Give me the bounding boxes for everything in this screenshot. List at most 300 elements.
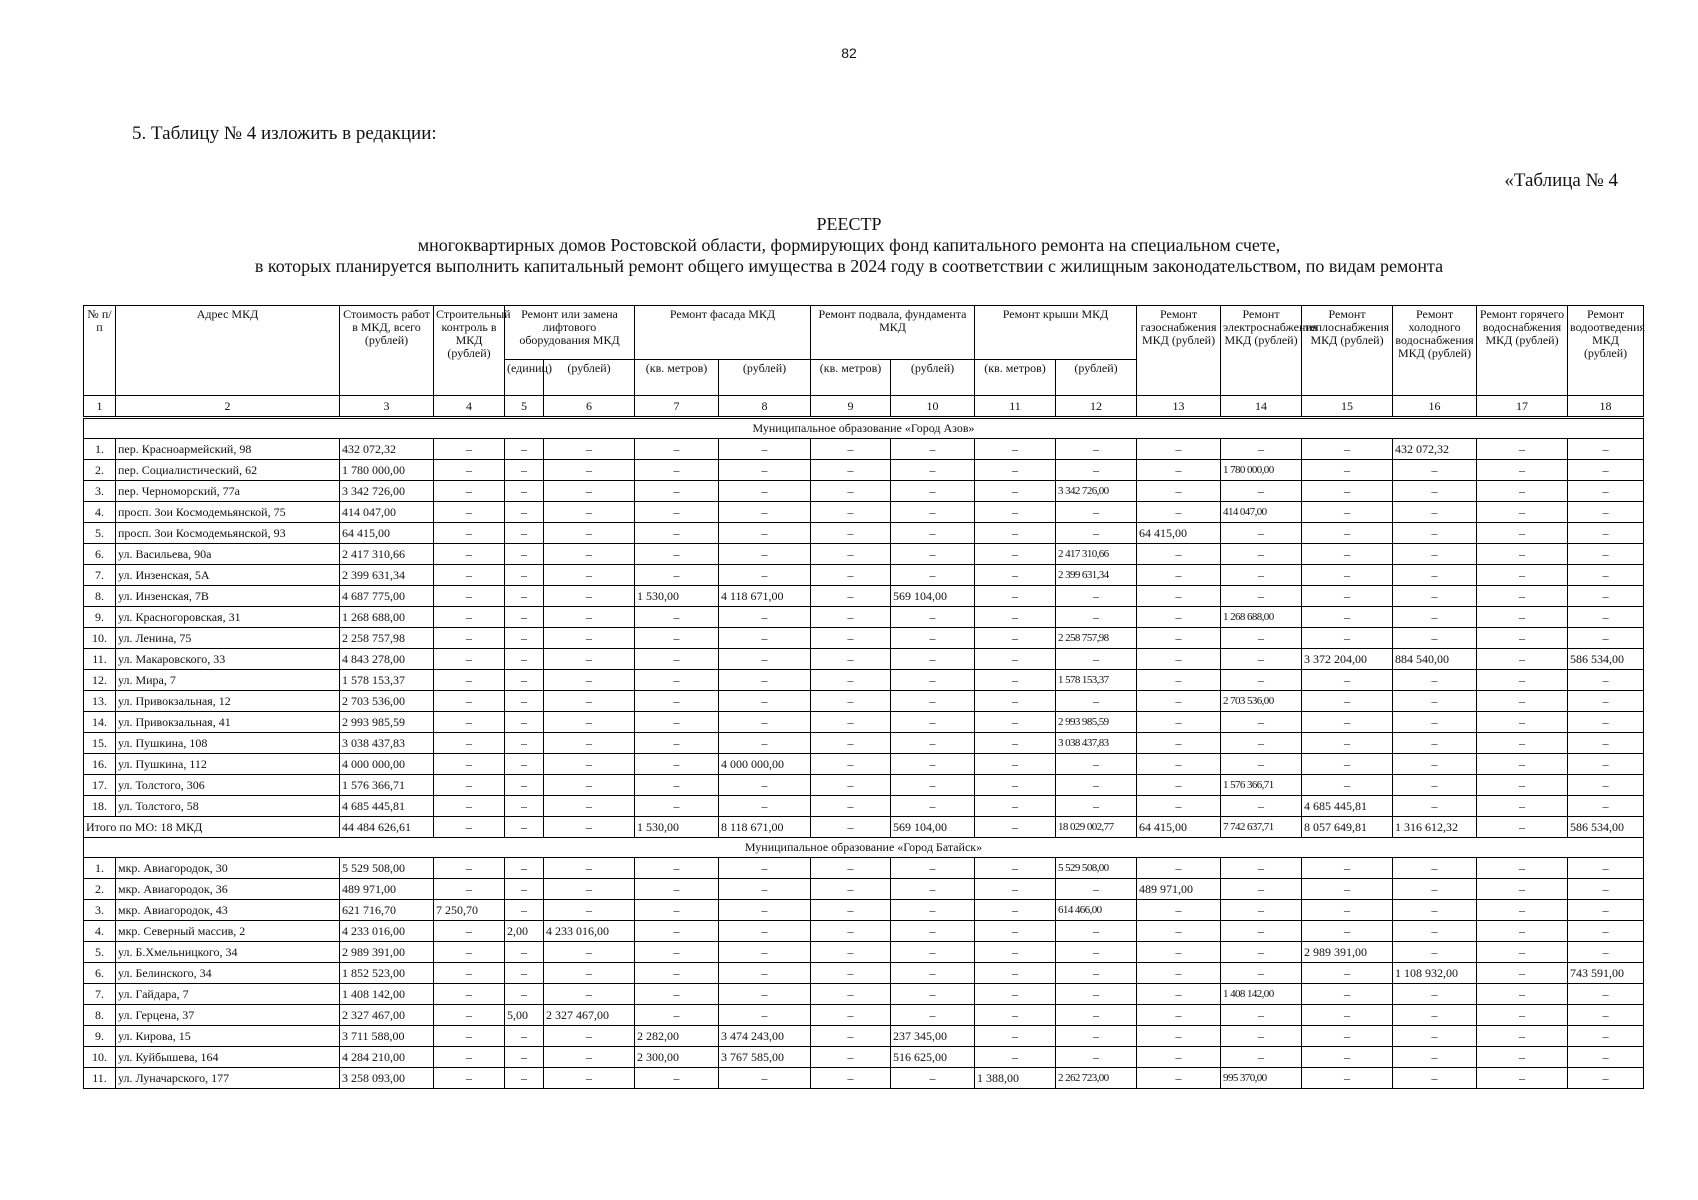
value-cell: – <box>1056 607 1137 628</box>
value-cell: – <box>719 963 811 984</box>
value-cell: – <box>1393 1026 1477 1047</box>
value-cell: – <box>1302 586 1393 607</box>
value-cell: – <box>544 1047 635 1068</box>
row-number: 8. <box>84 1005 116 1026</box>
row-number: 11. <box>84 1068 116 1089</box>
value-cell: 5 529 508,00 <box>340 858 434 879</box>
value-cell: – <box>1302 712 1393 733</box>
value-cell: – <box>635 628 719 649</box>
value-cell: – <box>1056 439 1137 460</box>
value-cell: – <box>434 942 505 963</box>
value-cell: – <box>544 1026 635 1047</box>
value-cell: – <box>1137 858 1221 879</box>
value-cell: 4 284 210,00 <box>340 1047 434 1068</box>
value-cell: 2,00 <box>505 921 544 942</box>
value-cell: – <box>891 502 975 523</box>
value-cell: – <box>434 502 505 523</box>
value-cell: – <box>434 775 505 796</box>
value-cell: – <box>635 607 719 628</box>
address-cell: ул. Пушкина, 112 <box>116 754 340 775</box>
value-cell: – <box>434 1026 505 1047</box>
value-cell: 489 971,00 <box>1137 879 1221 900</box>
value-cell: – <box>1221 565 1302 586</box>
address-cell: ул. Инзенская, 5А <box>116 565 340 586</box>
value-cell: – <box>891 733 975 754</box>
value-cell: – <box>434 544 505 565</box>
value-cell: – <box>975 796 1056 817</box>
value-cell: – <box>1393 544 1477 565</box>
value-cell: – <box>635 900 719 921</box>
value-cell: – <box>1393 670 1477 691</box>
header-control: Строительный контроль в МКД (рублей) <box>434 306 505 396</box>
value-cell: 4 233 016,00 <box>544 921 635 942</box>
value-cell: – <box>1393 628 1477 649</box>
table-row <box>84 858 1644 879</box>
row-number: 5. <box>84 942 116 963</box>
value-cell: – <box>1221 879 1302 900</box>
address-cell: просп. Зои Космодемьянской, 93 <box>116 523 340 544</box>
value-cell: – <box>811 712 891 733</box>
column-number: 14 <box>1221 396 1302 418</box>
value-cell: – <box>891 439 975 460</box>
value-cell: – <box>719 460 811 481</box>
value-cell: – <box>544 523 635 544</box>
row-number: 16. <box>84 754 116 775</box>
value-cell: – <box>1568 796 1644 817</box>
value-cell: – <box>811 670 891 691</box>
value-cell: – <box>1221 733 1302 754</box>
value-cell: – <box>1568 984 1644 1005</box>
value-cell: – <box>635 649 719 670</box>
table-row <box>84 460 1644 481</box>
value-cell: – <box>975 481 1056 502</box>
value-cell: – <box>505 565 544 586</box>
value-cell: – <box>1137 942 1221 963</box>
value-cell: – <box>434 691 505 712</box>
value-cell: – <box>1302 775 1393 796</box>
value-cell: – <box>1568 858 1644 879</box>
value-cell: – <box>544 439 635 460</box>
total-value: – <box>1477 817 1568 838</box>
value-cell: – <box>1393 858 1477 879</box>
total-value: – <box>975 817 1056 838</box>
value-cell: 489 971,00 <box>340 879 434 900</box>
row-number: 2. <box>84 460 116 481</box>
value-cell: – <box>434 1005 505 1026</box>
header-basement-rub: (рублей) <box>891 360 975 396</box>
column-number: 1 <box>84 396 116 418</box>
column-number: 6 <box>544 396 635 418</box>
value-cell: 1 408 142,00 <box>340 984 434 1005</box>
value-cell: – <box>1137 439 1221 460</box>
row-number: 8. <box>84 586 116 607</box>
value-cell: – <box>1477 628 1568 649</box>
value-cell: 1 576 366,71 <box>340 775 434 796</box>
address-cell: мкр. Авиагородок, 43 <box>116 900 340 921</box>
header-roof-m: (кв. метров) <box>975 360 1056 396</box>
value-cell: – <box>891 775 975 796</box>
value-cell: – <box>811 628 891 649</box>
header-roof-rub: (рублей) <box>1056 360 1137 396</box>
value-cell: – <box>891 565 975 586</box>
table-row <box>84 712 1644 733</box>
value-cell: – <box>1393 900 1477 921</box>
address-cell: ул. Привокзальная, 12 <box>116 691 340 712</box>
value-cell: – <box>1393 796 1477 817</box>
value-cell: 3 258 093,00 <box>340 1068 434 1089</box>
column-number: 9 <box>811 396 891 418</box>
value-cell: 414 047,00 <box>340 502 434 523</box>
value-cell: – <box>505 733 544 754</box>
total-value: 64 415,00 <box>1137 817 1221 838</box>
value-cell: – <box>544 481 635 502</box>
value-cell: 432 072,32 <box>1393 439 1477 460</box>
value-cell: – <box>811 691 891 712</box>
address-cell: ул. Инзенская, 7В <box>116 586 340 607</box>
value-cell: – <box>434 460 505 481</box>
value-cell: – <box>1302 900 1393 921</box>
value-cell: – <box>505 439 544 460</box>
value-cell: – <box>434 984 505 1005</box>
value-cell: – <box>891 691 975 712</box>
value-cell: – <box>635 879 719 900</box>
value-cell: 237 345,00 <box>891 1026 975 1047</box>
value-cell: – <box>811 607 891 628</box>
table-row <box>84 439 1644 460</box>
value-cell: – <box>1221 963 1302 984</box>
value-cell: – <box>1221 586 1302 607</box>
value-cell: – <box>1221 1047 1302 1068</box>
value-cell: – <box>635 670 719 691</box>
total-value: 8 118 671,00 <box>719 817 811 838</box>
address-cell: пер. Социалистический, 62 <box>116 460 340 481</box>
value-cell: – <box>1302 1005 1393 1026</box>
total-row <box>84 817 1644 838</box>
value-cell: – <box>1137 460 1221 481</box>
value-cell: 3 372 204,00 <box>1302 649 1393 670</box>
page-number: 82 <box>841 45 857 61</box>
value-cell: – <box>1568 942 1644 963</box>
value-cell: – <box>434 858 505 879</box>
address-cell: мкр. Северный массив, 2 <box>116 921 340 942</box>
value-cell: – <box>434 754 505 775</box>
value-cell: 2 417 310,66 <box>340 544 434 565</box>
value-cell: – <box>1393 523 1477 544</box>
value-cell: – <box>505 1047 544 1068</box>
title-line-1: РЕЕСТР <box>816 214 882 234</box>
value-cell: 3 038 437,83 <box>1056 733 1137 754</box>
row-number: 1. <box>84 858 116 879</box>
value-cell: – <box>975 460 1056 481</box>
value-cell: – <box>635 502 719 523</box>
row-number: 12. <box>84 670 116 691</box>
table-row <box>84 502 1644 523</box>
header-electric: Ремонт электроснабжения МКД (рублей) <box>1221 306 1302 396</box>
value-cell: – <box>975 670 1056 691</box>
value-cell: – <box>719 921 811 942</box>
total-value: – <box>544 817 635 838</box>
value-cell: – <box>635 921 719 942</box>
value-cell: – <box>434 565 505 586</box>
value-cell: – <box>1393 879 1477 900</box>
value-cell: – <box>1477 607 1568 628</box>
value-cell: – <box>1137 796 1221 817</box>
table-row <box>84 691 1644 712</box>
value-cell: 64 415,00 <box>1137 523 1221 544</box>
row-number: 1. <box>84 439 116 460</box>
value-cell: – <box>1221 649 1302 670</box>
header-num: № п/п <box>84 306 116 396</box>
value-cell: – <box>434 879 505 900</box>
value-cell: – <box>1568 879 1644 900</box>
value-cell: 1 852 523,00 <box>340 963 434 984</box>
total-value: – <box>505 817 544 838</box>
value-cell: – <box>975 879 1056 900</box>
value-cell: 3 342 726,00 <box>1056 481 1137 502</box>
value-cell: – <box>505 607 544 628</box>
value-cell: – <box>1477 942 1568 963</box>
section-row <box>84 838 1644 858</box>
value-cell: – <box>1568 460 1644 481</box>
address-cell: ул. Толстого, 306 <box>116 775 340 796</box>
column-number: 5 <box>505 396 544 418</box>
value-cell: – <box>1056 796 1137 817</box>
value-cell: 4 685 445,81 <box>1302 796 1393 817</box>
value-cell: – <box>891 921 975 942</box>
value-cell: – <box>1302 921 1393 942</box>
value-cell: – <box>434 796 505 817</box>
value-cell: – <box>719 607 811 628</box>
value-cell: – <box>1568 670 1644 691</box>
value-cell: – <box>1056 963 1137 984</box>
row-number: 15. <box>84 733 116 754</box>
value-cell: – <box>811 1047 891 1068</box>
value-cell: – <box>811 900 891 921</box>
total-label: Итого по МО: 18 МКД <box>84 817 340 838</box>
value-cell: – <box>1477 900 1568 921</box>
value-cell: – <box>1393 1068 1477 1089</box>
value-cell: – <box>1302 691 1393 712</box>
value-cell: – <box>544 900 635 921</box>
value-cell: – <box>975 691 1056 712</box>
row-number: 6. <box>84 963 116 984</box>
table-row <box>84 963 1644 984</box>
value-cell: – <box>1221 921 1302 942</box>
value-cell: – <box>1302 879 1393 900</box>
total-value: 1 530,00 <box>635 817 719 838</box>
value-cell: – <box>1393 921 1477 942</box>
table-row <box>84 649 1644 670</box>
value-cell: 4 118 671,00 <box>719 586 811 607</box>
header-basement: Ремонт подвала, фундамента МКД <box>811 306 975 360</box>
value-cell: – <box>505 670 544 691</box>
value-cell: – <box>1477 754 1568 775</box>
value-cell: – <box>1477 963 1568 984</box>
value-cell: – <box>1302 502 1393 523</box>
value-cell: – <box>434 963 505 984</box>
header-roof: Ремонт крыши МКД <box>975 306 1137 360</box>
value-cell: – <box>1221 858 1302 879</box>
value-cell: – <box>719 733 811 754</box>
value-cell: 1 780 000,00 <box>340 460 434 481</box>
header-facade-m: (кв. метров) <box>635 360 719 396</box>
value-cell: – <box>1393 691 1477 712</box>
value-cell: – <box>1137 544 1221 565</box>
value-cell: – <box>719 712 811 733</box>
value-cell: – <box>975 984 1056 1005</box>
value-cell: – <box>544 670 635 691</box>
value-cell: 1 780 000,00 <box>1221 460 1302 481</box>
section-title: Муниципальное образование «Город Батайск» <box>84 838 1644 858</box>
value-cell: 432 072,32 <box>340 439 434 460</box>
value-cell: – <box>811 502 891 523</box>
value-cell: – <box>1137 1026 1221 1047</box>
value-cell: – <box>719 565 811 586</box>
value-cell: – <box>1221 481 1302 502</box>
header-drain: Ремонт водоотведения МКД (рублей) <box>1568 306 1644 396</box>
row-number: 13. <box>84 691 116 712</box>
address-cell: ул. Белинского, 34 <box>116 963 340 984</box>
value-cell: – <box>1302 628 1393 649</box>
value-cell: – <box>1221 754 1302 775</box>
value-cell: – <box>1568 712 1644 733</box>
title-line-3: в которых планируется выполнить капитальный ремонт общего имущества в 2024 году в соответствии с жилищным законодательством, по видам ремонта <box>254 256 1444 276</box>
value-cell: – <box>811 879 891 900</box>
value-cell: – <box>635 796 719 817</box>
value-cell: – <box>635 544 719 565</box>
value-cell: – <box>975 1005 1056 1026</box>
value-cell: – <box>975 712 1056 733</box>
value-cell: 2 262 723,00 <box>1056 1068 1137 1089</box>
value-cell: – <box>1477 691 1568 712</box>
value-cell: 4 233 016,00 <box>340 921 434 942</box>
table-row <box>84 523 1644 544</box>
value-cell: – <box>1137 628 1221 649</box>
value-cell: – <box>1221 628 1302 649</box>
value-cell: – <box>1393 460 1477 481</box>
value-cell: – <box>1393 1047 1477 1068</box>
value-cell: – <box>811 858 891 879</box>
value-cell: – <box>891 649 975 670</box>
value-cell: – <box>1056 775 1137 796</box>
value-cell: – <box>719 523 811 544</box>
value-cell: – <box>1393 712 1477 733</box>
value-cell: – <box>1137 670 1221 691</box>
value-cell: – <box>811 544 891 565</box>
value-cell: – <box>1568 607 1644 628</box>
value-cell: – <box>1137 1005 1221 1026</box>
value-cell: – <box>544 984 635 1005</box>
value-cell: – <box>635 754 719 775</box>
value-cell: – <box>1477 712 1568 733</box>
column-number: 8 <box>719 396 811 418</box>
value-cell: – <box>1302 1026 1393 1047</box>
value-cell: – <box>1137 1068 1221 1089</box>
value-cell: – <box>1221 1026 1302 1047</box>
value-cell: – <box>1568 733 1644 754</box>
value-cell: – <box>1056 1047 1137 1068</box>
value-cell: – <box>544 712 635 733</box>
value-cell: – <box>544 963 635 984</box>
value-cell: – <box>1477 502 1568 523</box>
value-cell: – <box>811 460 891 481</box>
value-cell: – <box>1137 900 1221 921</box>
value-cell: – <box>811 439 891 460</box>
value-cell: – <box>1056 502 1137 523</box>
value-cell: – <box>1568 900 1644 921</box>
value-cell: – <box>1137 1047 1221 1068</box>
header-hot-water: Ремонт горячего водоснабжения МКД (рублей) <box>1477 306 1568 396</box>
address-cell: ул. Пушкина, 108 <box>116 733 340 754</box>
value-cell: – <box>975 523 1056 544</box>
value-cell: – <box>434 586 505 607</box>
value-cell: – <box>635 1068 719 1089</box>
address-cell: ул. Ленина, 75 <box>116 628 340 649</box>
value-cell: 2 258 757,98 <box>1056 628 1137 649</box>
address-cell: ул. Красногоровская, 31 <box>116 607 340 628</box>
value-cell: – <box>1056 586 1137 607</box>
value-cell: – <box>719 691 811 712</box>
column-number: 15 <box>1302 396 1393 418</box>
value-cell: – <box>1568 754 1644 775</box>
value-cell: – <box>1393 607 1477 628</box>
value-cell: – <box>811 649 891 670</box>
value-cell: – <box>434 523 505 544</box>
value-cell: 614 466,00 <box>1056 900 1137 921</box>
value-cell: – <box>1137 607 1221 628</box>
table-body <box>84 418 1644 1089</box>
value-cell: – <box>1056 754 1137 775</box>
value-cell: – <box>1056 691 1137 712</box>
value-cell: 1 408 142,00 <box>1221 984 1302 1005</box>
value-cell: – <box>1477 649 1568 670</box>
value-cell: – <box>975 733 1056 754</box>
value-cell: – <box>1302 1047 1393 1068</box>
value-cell: – <box>719 775 811 796</box>
header-lift-units: (единиц) <box>505 360 544 396</box>
table-row <box>84 921 1644 942</box>
value-cell: – <box>635 963 719 984</box>
value-cell: – <box>1056 649 1137 670</box>
table-row <box>84 481 1644 502</box>
column-number: 11 <box>975 396 1056 418</box>
total-value: 586 534,00 <box>1568 817 1644 838</box>
column-number: 7 <box>635 396 719 418</box>
value-cell: – <box>635 942 719 963</box>
instruction-text: 5. Таблицу № 4 изложить в редакции: <box>132 123 437 144</box>
value-cell: – <box>1137 963 1221 984</box>
row-number: 4. <box>84 921 116 942</box>
document-title <box>0 214 1698 277</box>
value-cell: – <box>1137 481 1221 502</box>
value-cell: – <box>635 712 719 733</box>
table-row <box>84 607 1644 628</box>
value-cell: – <box>635 439 719 460</box>
registry-table <box>83 305 1644 1089</box>
value-cell: – <box>434 733 505 754</box>
value-cell: – <box>1393 733 1477 754</box>
value-cell: – <box>434 649 505 670</box>
value-cell: – <box>1302 1068 1393 1089</box>
table-row <box>84 628 1644 649</box>
header-address: Адрес МКД <box>116 306 340 396</box>
address-cell: ул. Макаровского, 33 <box>116 649 340 670</box>
value-cell: – <box>891 481 975 502</box>
table-row <box>84 733 1644 754</box>
value-cell: – <box>434 921 505 942</box>
value-cell: – <box>1137 502 1221 523</box>
column-number: 4 <box>434 396 505 418</box>
